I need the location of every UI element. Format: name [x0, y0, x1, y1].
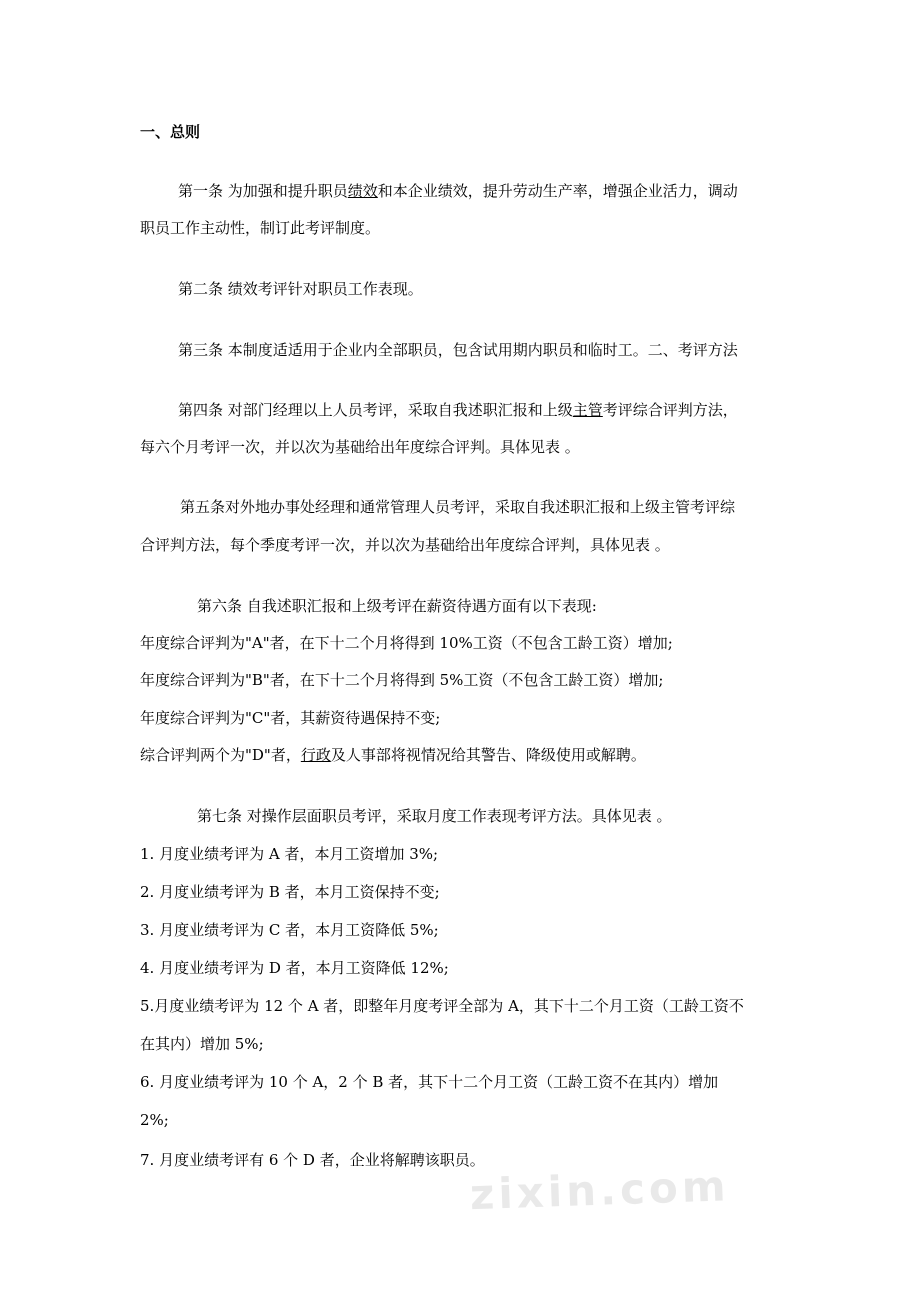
article-7-item-2: 2. 月度业绩考评为 B 者，本月工资保持不变;	[140, 883, 440, 901]
article-1-line-2: 职员工作主动性，制订此考评制度。	[140, 219, 381, 237]
article-6-rule-d-text-b: 及人事部将视情况给其警告、降级使用或解聘。	[330, 746, 646, 764]
link-administration[interactable]: 行政	[300, 746, 331, 764]
article-5-line-1: 第五条对外地办事处经理和通常管理人员考评，采取自我述职汇报和上级主管考评综	[180, 498, 736, 516]
watermark-logo: zixin.com	[469, 1161, 731, 1220]
article-7-item-1: 1. 月度业绩考评为 A 者，本月工资增加 3%;	[140, 845, 439, 863]
article-7-title: 第七条 对操作层面职员考评，采取月度工作表现考评方法。具体见表 。	[197, 807, 672, 825]
article-1-text-b: 和本企业绩效，提升劳动生产率，增强企业活力，调动	[377, 182, 738, 200]
link-performance[interactable]: 绩效	[347, 182, 378, 200]
link-supervisor[interactable]: 主管	[572, 401, 603, 419]
article-6-title: 第六条 自我述职汇报和上级考评在薪资待遇方面有以下表现:	[197, 597, 597, 615]
article-1-text-a: 第一条 为加强和提升职员	[178, 182, 348, 200]
article-6-rule-d-text-a: 综合评判两个为"D"者，	[140, 746, 301, 764]
article-6-rule-c: 年度综合评判为"C"者，其薪资待遇保持不变;	[140, 709, 441, 727]
article-7-item-7: 7. 月度业绩考评有 6 个 D 者，企业将解聘该职员。	[140, 1151, 485, 1169]
article-2: 第二条 绩效考评针对职员工作表现。	[178, 280, 423, 298]
article-7-item-6-line-1: 6. 月度业绩考评为 10 个 A，2 个 B 者，其下十二个月工资（工龄工资不在其内）增加	[140, 1073, 719, 1091]
article-4-text-a: 第四条 对部门经理以上人员考评，采取自我述职汇报和上级	[178, 401, 573, 419]
article-7-item-6-line-2: 2%;	[140, 1111, 169, 1129]
article-7-item-5-line-1: 5.月度业绩考评为 12 个 A 者，即整年月度考评全部为 A，其下十二个月工资（工龄工资不	[140, 997, 744, 1015]
article-7-item-5-line-2: 在其内）增加 5%;	[140, 1035, 264, 1053]
article-4-text-b: 考评综合评判方法，	[602, 401, 738, 419]
article-6-rule-b: 年度综合评判为"B"者，在下十二个月将得到 5%工资（不包含工龄工资）增加;	[140, 671, 664, 689]
article-7-item-3: 3. 月度业绩考评为 C 者，本月工资降低 5%;	[140, 921, 439, 939]
section-heading: 一、总则	[140, 123, 201, 141]
article-5-line-2: 合评判方法，每个季度考评一次，并以次为基础给出年度综合评判，具体见表 。	[140, 536, 670, 554]
article-7-item-4: 4. 月度业绩考评为 D 者，本月工资降低 12%;	[140, 959, 449, 977]
article-6-rule-a: 年度综合评判为"A"者，在下十二个月将得到 10%工资（不包含工龄工资）增加;	[140, 634, 673, 652]
article-4-line-2: 每六个月考评一次，并以次为基础给出年度综合评判。具体见表 。	[140, 438, 580, 456]
article-6-rule-d	[140, 745, 646, 765]
article-4-line-1	[178, 400, 738, 420]
article-3: 第三条 本制度适适用于企业内全部职员，包含试用期内职员和临时工。二、考评方法	[178, 341, 738, 359]
article-1-line-1	[178, 181, 738, 201]
